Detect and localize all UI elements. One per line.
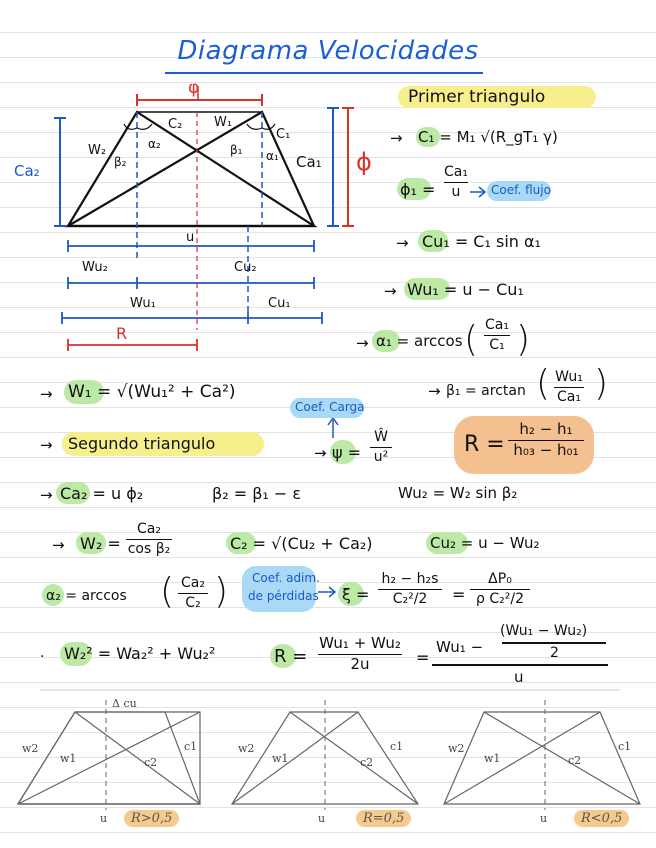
xi-lhs: ξ = [342,585,370,604]
arrow-bullet: → [40,486,53,504]
w2sq-equation: W₂² = Wa₂² + Wu₂² [64,644,216,663]
cu2-equation: Cu₂ = u − Wu₂ [430,534,540,552]
coef-carga-label: Coef. Carga [295,400,365,414]
wu2-label: Wu₂ [82,260,108,275]
wu1-equation: Wu₁ = u − Cu₁ [407,280,524,299]
w1-label: W₁ [214,115,233,130]
coef-flujo-label: Coef. flujo [491,183,551,197]
ca2-label: Ca₂ [14,162,40,180]
r-label: R [116,324,128,343]
w2-fraction: Ca₂ cos β₂ [127,521,171,558]
fig3-w2-label: w2 [448,742,465,755]
delta-cu-label: Δ cu [112,697,137,710]
fig2-c1-label: c1 [390,740,404,753]
beta1-fraction: Wu₁ Ca₁ [555,369,583,406]
c1-label: C₁ [276,127,291,142]
fig3-c2-label: c2 [568,754,582,767]
c2-equation: C₂ = √(Cu₂ + Ca₂) [230,534,373,553]
fig2-c2-label: c2 [360,756,374,769]
fig1-c1-label: c1 [184,740,198,753]
ca2-equation: Ca₂ = u ϕ₂ [60,484,144,503]
cu1-label: Cu₁ [268,296,291,311]
alpha1-lhs: α₁ = arccos [376,332,463,350]
u-label: u [186,230,195,245]
phi1-fraction [444,165,468,200]
page-title: Diagrama Velocidades [177,36,479,66]
w2-label: W₂ [88,143,107,158]
fig2-w2-label: w2 [238,742,255,755]
alpha2-fraction: Ca₂ C₂ [178,576,208,611]
fig1-w2-label: w2 [22,742,39,755]
beta1-lhs: β₁ = arctan [446,383,526,399]
ca1-label: Ca₁ [296,153,322,171]
fig2-w1-label: w1 [272,752,289,765]
beta1-label: β₁ [230,143,243,157]
arrow-bullet: → [428,382,441,400]
primer-triangulo-heading: Primer triangulo [408,87,546,107]
arrow-bullet: → [52,536,65,554]
arrow-bullet: → [384,282,397,300]
alpha2-label: α₂ [148,137,161,151]
w1-equation: W₁ = √(Wu₁² + Ca²) [68,382,236,402]
phi1-numerator: Ca₁ [444,164,468,180]
phi-top-label: φ [188,78,200,98]
r2-lhs: R = [274,646,308,667]
fig1-u-label: u [100,812,108,825]
cu1-equation: Cu₁ = C₁ sin α₁ [422,232,541,251]
wu1-label: Wu₁ [130,296,156,311]
r2-num2c: 2 [550,645,559,661]
fig3-w1-label: w1 [484,752,501,765]
xi-fraction-2: ΔP₀ ρ C₂²/2 [470,572,530,607]
psi-lhs: ψ = [332,443,362,462]
arrow-bullet: → [356,334,369,352]
xi-fraction: h₂ − h₂s C₂²/2 [378,572,442,607]
coef-adim-label: Coef. adim. [252,571,320,585]
psi-fraction: Ŵ u² [370,430,392,465]
c2-label: C₂ [168,117,183,132]
r2-den2: u [514,668,524,686]
cu2-label: Cu₂ [234,260,257,275]
c1-equation: C₁ = M₁ √(R_gT₁ γ) [418,128,558,146]
r-lhs: R = [464,432,505,457]
fig2-r-badge: R=0,5 [356,810,411,827]
w2-lhs: W₂ = [80,534,121,553]
fig2-u-label: u [318,812,326,825]
arrow-bullet: → [40,436,53,454]
wu2-equation: Wu₂ = W₂ sin β₂ [398,484,518,502]
beta2-equation: β₂ = β₁ − ε [212,484,302,503]
arrow-bullet: → [396,234,409,252]
fig1-r-badge: R>0,5 [124,810,179,827]
alpha2-lhs: α₂ = arccos [46,588,127,604]
fig1-c2-label: c2 [144,756,158,769]
arrow-bullet: → [40,385,53,403]
fig3-u-label: u [540,812,548,825]
fig1-w1-label: w1 [60,752,77,765]
segundo-triangulo-heading: Segundo triangulo [68,434,216,453]
phi-side-label: ϕ [356,148,372,176]
r-fraction: h₂ − h₁ h₀₃ − h₀₁ [508,422,584,459]
fig3-r-badge: R<0,5 [574,810,629,827]
alpha1-label: α₁ [266,149,279,163]
de-perdidas-label: de pérdidas [248,589,319,603]
r2-num2a: Wu₁ − [436,638,484,656]
r2-num2b: (Wu₁ − Wu₂) [500,623,588,639]
alpha1-fraction: Ca₁ C₁ [485,317,509,354]
phi1-lhs: ϕ₁ = [400,180,436,199]
fig3-c1-label: c1 [618,740,632,753]
beta2-label: β₂ [114,155,127,169]
notes-page: Diagrama Velocidades φ ϕ Ca₂ Ca₁ W₂ β₂ α₂ C₂ W₁ β₁ C₁ α₁ u Wu₂ Cu₂ Wu₁ Cu₁ R Primer triangulo → C₁ = M₁ √(R_gT₁ γ) ϕ₁ = Ca₁ u Coef. flujo → Cu₁ = C₁ sin α₁ → Wu₁ = u − Cu₁ → α₁ = arccos ( Ca₁ C₁ ) → W₁ = √(Wu₁² + Ca²) → β₁ = arctan ( Wu₁ Ca₁ ) Coef. Carga → Segundo triangulo → ψ = Ŵ u² R = h₂ − h₁ h₀₃ − h₀₁ → Ca₂ = u ϕ₂ β₂ = β₁ − ε Wu₂ = W₂ sin β₂ → W₂ = Ca₂ cos β₂ C₂ = √(Cu₂ + Ca₂) Cu₂ = u − Wu₂ α₂ = arccos ( Ca₂ C₂ ) Coef. adim. de pérdidas ξ = h₂ − h₂s C₂²/2 = ΔP₀ ρ C₂²/2 · W₂² = Wa₂² + Wu₂² R = Wu₁ + Wu₂ 2u = Wu₁ − (Wu₁ − Wu₂) 2 u Δ cu w2 w1 c2 c1 u R>0,5 w2 w1 c2 c1 u R=0,5 w2 w1 c2 c1 u R<0,5 [0,0,656,848]
arrow-bullet: → [390,129,403,147]
r2-fraction: Wu₁ + Wu₂ 2u [319,634,401,674]
phi1-denominator: u [451,184,461,201]
